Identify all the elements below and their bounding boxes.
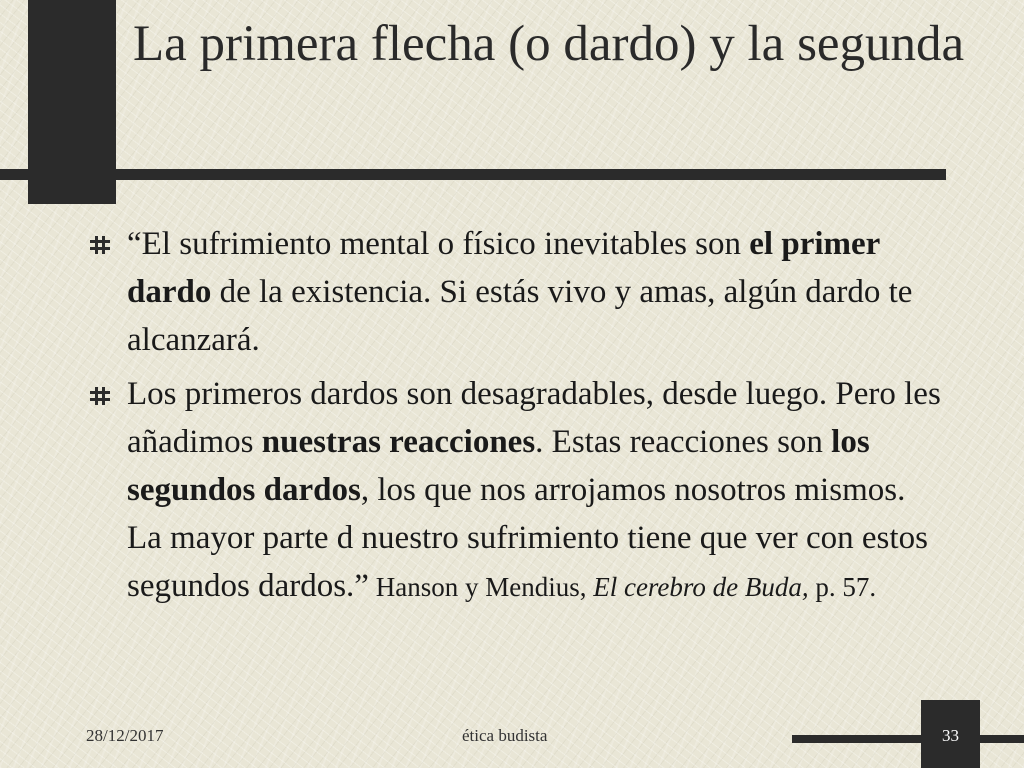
footer-date: 28/12/2017 [86,726,164,745]
citation-page: p. 57. [808,572,877,602]
bullet-item [84,370,944,611]
bullet-text [127,370,944,611]
hash-bullet-icon [90,387,110,405]
text-run: . Estas reacciones son [535,424,832,460]
bullet-list [84,220,944,617]
footer-topic: ética budista [462,726,548,745]
citation-authors: Hanson y Mendius, [368,572,594,602]
footer-divider-rule [792,735,1024,743]
bullet-text [127,220,944,364]
text-run: de la existencia. Si estás vivo y amas, algún dardo te alcanzará. [127,274,913,358]
hash-bullet-icon [90,236,110,254]
citation-book-title: El cerebro de Buda, [593,572,809,602]
text-run: , los que nos arrojamos nosotros mismos. La mayor parte d nuestro sufrimiento tiene que ver con estos segundos dardos.” [127,472,928,604]
text-run: Los primeros dardos son desagradables, desde luego. Pero les añadimos [127,376,941,460]
bullet-item [84,220,944,364]
bold-phrase: el primer dardo [127,226,880,310]
text-run: “El sufrimiento mental o físico inevitables son [127,226,750,262]
title-divider-rule [0,169,946,180]
slide-number: 33 [942,726,959,745]
bold-phrase: nuestras reacciones [261,424,536,460]
slide-title: La primera flecha (o dardo) y la segunda [133,16,965,72]
bold-phrase: los segundos dardos [127,424,870,508]
